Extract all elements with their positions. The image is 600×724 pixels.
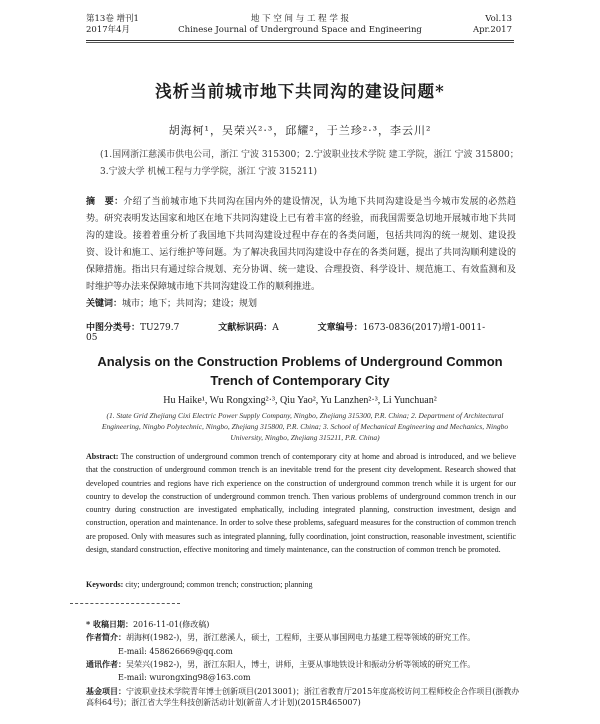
doc-value: A (272, 323, 279, 333)
abstract-text-en: The construction of underground common trench of contemporary city at home and abroad is introduced, and we believe that the construction of underground common trench is an inevitable trend for the present city development. Research showed that developed countries and regions have rich experience on the construction of underground common trench while it is urgent for our country to develop the construction of underground common trench. Then various problems of underground common trench in our country during construction are investigated emphatically, including integrated planning, construction investment, design and construction, operation and maintenance. In order to solve these problems, safeguard measures for the construction of common trench are proposed. Only with measures such as integrated planning, fully coordination, joint construction, reasonable investment, scientific design, standard construction, effective monitoring and timely maintenance, can the construction of common trench be promoted. (86, 452, 517, 555)
keywords-text-cn: 城市；地下；共同沟；建设；规划 (122, 299, 258, 309)
abstract-label-en: Abstract: (86, 452, 119, 461)
authors-cn: 胡海柯¹，吴荣兴²·³，邱耀²，于兰珍²·³，李云川² (168, 124, 432, 137)
keywords-label-en: Keywords: (86, 580, 124, 589)
article-value: 1673-0836(2017)增1-0011-05 (86, 323, 486, 343)
journal-volume-info (86, 14, 139, 36)
authors-en: Hu Haike¹, Wu Rongxing²·³, Qiu Yao², Yu Lanzhen²·³, Li Yunchuan² (163, 395, 437, 406)
footnote-separator (70, 603, 180, 604)
author-bio (86, 632, 526, 643)
doc-code (218, 323, 297, 333)
journal-volume-info-en (473, 14, 512, 36)
affiliation-en: (1. State Grid Zhejiang Cixi Electric Power Supply Company, Ningbo, Zhejiang 315300, P.R. China; 2. Department of Architectural Engineering, Ningbo Polytechnic, Ningbo, Zhejiang 315800, P.R. China; 3. School of Mechanical Engineering and Mechanics, Ningbo University, Ningbo, Zhejiang 315211, P.R. China) (101, 411, 509, 442)
keywords-en (86, 580, 516, 589)
funding-label: 基金项目： (86, 686, 126, 696)
publication-date: 2017年4月 (86, 25, 131, 35)
abstract-text-cn: 介绍了当前城市地下共同沟在国内外的建设情况，认为地下共同沟建设是当今城市发展的必然趋势。研究表明发达国家和地区在地下共同沟建设上已有着丰富的经验，而我国需要急切地开展城市地下共同沟的建设。接着着重分析了我国地下共同沟建设过程中存在的各类问题，包括共同沟的统一规划、建设投资、设计和施工、运行维护等问题。为了解决我国共同沟建设中存在的各类问题，提出了共同沟顺利建设的保障措施。指出只有通过综合规划、充分协调、统一建设、合理投资、科学设计、规范施工、有效监测和及时维护等办法来保障城市地下共同沟建设工作的顺利推进。 (86, 197, 516, 292)
paper-title-cn: 浅析当前城市地下共同沟的建设问题* (155, 82, 445, 101)
received-value: 2016-11-01(修改稿) (132, 620, 210, 629)
corresponding-email: E-mail: wurongxing98@163.com (118, 673, 251, 682)
title-en-line1: Analysis on the Construction Problems of Underground Common (97, 354, 503, 369)
received-date (86, 619, 526, 630)
clc-label: 中图分类号： (86, 323, 141, 333)
author-email: E-mail: 458626669@qq.com (118, 647, 233, 656)
received-label: * 收稿日期： (86, 619, 133, 629)
header-rule-thin (86, 42, 514, 43)
affiliation-cn: (1.国网浙江慈溪市供电公司，浙江 宁波 315300；2.宁波职业技术学院 建工学院，浙江 宁波 315800；3.宁波大学 机械工程与力学学院，浙江 宁波 315211) (100, 150, 519, 177)
date-en: Apr.2017 (472, 25, 512, 35)
header-rule (86, 40, 514, 41)
journal-name-en: Chinese Journal of Underground Space and Engineering (178, 25, 422, 35)
corresponding-author (86, 659, 526, 670)
volume-en: Vol.13 (485, 14, 512, 24)
author-bio-label: 作者简介： (86, 632, 126, 642)
doc-label: 文献标识码： (218, 323, 273, 333)
keywords-label-cn: 关键词： (86, 299, 123, 309)
journal-name (140, 14, 460, 36)
author-bio-text: 胡海柯(1982-)，男，浙江慈溪人，硕士，工程师，主要从事国网电力基建工程等领域的研究工作。 (126, 633, 476, 642)
keywords-cn (86, 296, 516, 309)
abstract-label-cn: 摘 要： (86, 197, 124, 207)
clc-value: TU279.7 (140, 323, 180, 333)
funding (86, 686, 526, 708)
clc-code (86, 323, 197, 333)
corresponding-text: 吴荣兴(1982-)，男，浙江东阳人，博士，讲师，主要从事地铁设计和振动分析等领域的研究工作。 (126, 660, 476, 669)
article-label: 文章编号： (317, 323, 363, 333)
abstract-en (86, 450, 516, 556)
title-en-line2: Trench of Contemporary City (210, 373, 390, 388)
paper-title-en (60, 352, 540, 390)
funding-text: 宁波职业技术学院青年博士创新项目(2013001)；浙江省教育厅2015年度高校访问工程师校企合作项目(浙教办高科64号)；浙江省大学生科技创新活动计划(新苗人才计划)(2015R465007) (86, 687, 520, 707)
journal-name-cn: 地 下 空 间 与 工 程 学 报 (250, 14, 350, 24)
keywords-text-en: city; underground; common trench; construction; planning (125, 580, 313, 589)
abstract-cn (86, 194, 516, 296)
classification-line (86, 320, 526, 343)
volume-issue: 第13卷 增刊1 (86, 14, 139, 24)
corresponding-label: 通讯作者： (86, 659, 126, 669)
